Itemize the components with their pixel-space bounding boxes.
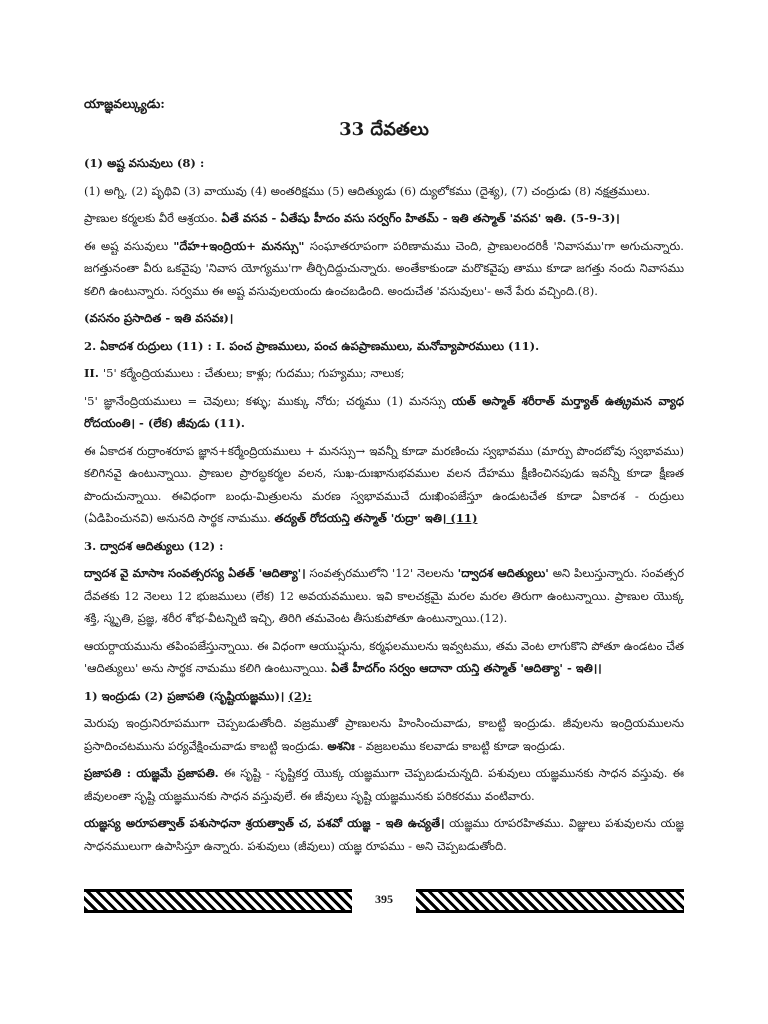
section-2-heading: 2. ఏకాదశ రుద్రులు (11) : I. పంచ ప్రాణములు, పంచ ఉపప్రాణములు, మనోవ్యాపారములు (11). — [84, 338, 540, 353]
section-3-para-1 — [84, 562, 684, 630]
section-3-heading: 3. ద్వాదశ ఆదిత్యులు (12) : — [84, 538, 224, 553]
text: మెరుపు ఇంద్రునిరూపముగా చెప్పబడుతోంది. వజ్రముతో ప్రాణులను హింసించువాడు, కాబట్టి ఇంద్రుడు. జీవులను ఇంద్రియములను ప్రసాదించటమును పర్యవేక్షించువాడు కాబట్టి ఇంద్రుడు. — [84, 716, 684, 753]
text: ఈ సృష్టి - సృష్టికర్త యొక్క యజ్ఞముగా చెప్పబడుచున్నది. పశువులు యజ్ఞమునకు సాధన వస్తువు. ఈ జీవులంతా సృష్టి యజ్ఞమునకు సాధన వస్తువులే. ఈ జీవులు సృష్టి యజ్ఞమునకు పరికరము వంటివారు. — [84, 766, 685, 803]
roman-numeral: II. — [84, 366, 103, 380]
section-1-para-2 — [84, 207, 684, 230]
section-4-para-3 — [84, 812, 684, 857]
section-1-para-3 — [84, 235, 684, 303]
mantra: తద్యత్ రోదయన్తి తస్మాత్ 'రుద్రా' ఇతి। — [274, 511, 447, 525]
mantra: యత్ అస్మాత్ శరీరాత్ మర్త్యాత్ ఉత్క్రమన వ్యాధ రోదయంతి। - (లేక) జీవుడు (11). — [84, 393, 684, 430]
section-4-para-1 — [84, 712, 684, 757]
text: '5' జ్ఞానేంద్రియములు = చెవులు; కళ్ళు; ముక్కు నోరు; చర్మము (1) మనస్సు — [84, 393, 452, 408]
text: '5' కర్మేంద్రియములు : చేతులు; కాళ్లు; గుదము; గుహ్యము; నాలుక; — [102, 366, 405, 380]
text: ప్రాణుల కర్మలకు వీరే ఆశ్రయం. — [84, 211, 222, 225]
section-1-para-4: (వసనం ప్రసాదిత - ఇతి వసవః)। — [84, 311, 234, 325]
count-marker: (2): — [288, 688, 312, 703]
text: 1) ఇంద్రుడు (2) ప్రజాపతి (సృష్టియజ్ఞము)। — [84, 688, 289, 703]
section-2-para-2 — [84, 390, 684, 435]
count-marker: (11) — [446, 511, 478, 525]
section-4-heading — [84, 685, 684, 708]
mantra: ఏతే హీదగ్ం సర్వం ఆదానా యన్తి తస్మాత్ 'ఆదిత్యా' - ఇతి।। — [331, 661, 602, 675]
text: - వజ్రబలము కలవాడు కాబట్టి కూడా ఇంద్రుడు. — [354, 738, 566, 753]
text: సంఘాతరూపంగా పరిణామము చెంది, ప్రాణులందరికీ 'నివాసము'గా అగుచున్నారు. జగత్తునంతా వీరు ఒకవైపు 'నివాస యోగ్యము'గా తీర్చిదిద్దుచున్నారు. అంతేకాకుండా మరొకవైపు తాము కూడా జగత్తు నందు నివాసము కలిగి ఉంటున్నారు. సర్వము ఈ అష్ట వసువులయందు ఉంచబడింది. అందుచేత 'వసువులు'- అనే పేరు వచ్చింది.(8). — [84, 238, 684, 298]
section-1-list: (1) అగ్ని, (2) పృథివి (3) వాయువు (4) అంతరిక్షము (5) ఆదిత్యుడు (6) ద్యులోకము (దైశ్య), (7) చంద్రుడు (8) నక్షత్రములు. — [84, 183, 651, 198]
page-title: 33 దేవతలు — [339, 119, 429, 140]
text: ఈ ఏకాదశ రుద్రాంశరూప జ్ఞాన+కర్మేంద్రియములు + మనస్సు→ ఇవన్నీ కూడా మరణించు స్వభావము (మార్పు పొందబోవు స్వభావము) కలిగినవై ఉంటున్నాయి. ప్రాణుల ప్రారబ్ధకర్మల వలన, సుఖ-దుఃఖానుభవముల వలన దేహము క్షీణించినపుడు ఇవన్నీ కూడా క్షీణత పొందుచున్నాయి. ఈవిధంగా బంధు-మిత్రులను మరణ స్వభావముచే దుఃఖింపజేస్తూ ఉండుటచేత కూడా ఏకాదశ - రుద్రులు (ఏడిపించునవి) అనునది సార్థక నామము. — [84, 443, 684, 525]
section-3-para-2 — [84, 635, 684, 680]
emphasis: "దేహ+ఇంద్రియ+ మనస్సు" — [173, 238, 305, 253]
page-footer — [84, 880, 684, 922]
decorative-border-right — [416, 889, 684, 913]
speaker-label: యాజ్ఞవల్క్యుడు: — [84, 96, 165, 111]
decorative-border-left — [84, 889, 352, 913]
emphasis: ప్రజాపతి : యజ్ఞమే ప్రజాపతి. — [84, 766, 219, 780]
section-2-list — [84, 362, 684, 385]
text: ఈ అష్ట వసువులు — [84, 238, 174, 253]
mantra: యజ్ఞస్య అరూపత్వాత్ పశుసాధనా శ్రయత్వాత్ చ, పశవో యజ్ఞ - ఇతి ఉచ్యతే। — [84, 816, 445, 830]
page-number: 395 — [375, 892, 393, 906]
text: యజ్ఞము రూపరహితము. విజ్ఞులు పశువులను యజ్ఞ సాధనములుగా ఉపాసిస్తూ ఉన్నారు. పశువులు (జీవులు) యజ్ఞ రూపము - అని చెప్పబడుతోంది. — [84, 816, 684, 853]
mantra: ఏతే వసవ - ఏతేషు హీదం వసు సర్వగ్ం హితమ్ - ఇతి తస్మాత్ 'వసవ' ఇతి. (5-9-3)। — [221, 211, 620, 225]
section-2-para-3 — [84, 440, 684, 530]
text: ఆయర్దాయమును తపింపజేస్తున్నాయి. ఈ విధంగా ఆయుష్షును, కర్మఫలములను ఇవ్వటము, తమ వెంట లాగుకొని పోతూ ఉండటం చేత 'ఆదిత్యులు' అను సార్థక నామము కలిగి ఉంటున్నాయి. — [84, 638, 684, 675]
emphasis: 'ద్వాదశ ఆదిత్యులు' — [457, 566, 549, 580]
section-1-heading: (1) అష్ట వసువులు (8) : — [84, 156, 205, 170]
text: అని పిలుస్తున్నారు. సంవత్సర దేవతకు 12 నెలలు 12 భుజములు (లేక) 12 అవయవములు. ఇవి కాలచక్రమై మరల మరల తిరుగా ఉంటున్నాయి. ప్రాణుల యొక్క శక్తి, స్మృతి, ప్రజ్ఞ, శరీర శోభ-వీటన్నిటి ఇచ్చి, తిరిగి తమవెంట తీసుకుపోతూ ఉంటున్నాయి.(12). — [84, 566, 684, 625]
mantra: ద్వాదశ వై మాసాః సంవత్సరస్య ఏతత్ 'ఆదిత్యా'। — [84, 566, 306, 580]
section-4-para-2 — [84, 762, 684, 807]
page-body — [84, 96, 684, 862]
text: సంవత్సరములోని '12' నెలలను — [305, 566, 458, 580]
emphasis: అశనిః — [327, 738, 355, 753]
